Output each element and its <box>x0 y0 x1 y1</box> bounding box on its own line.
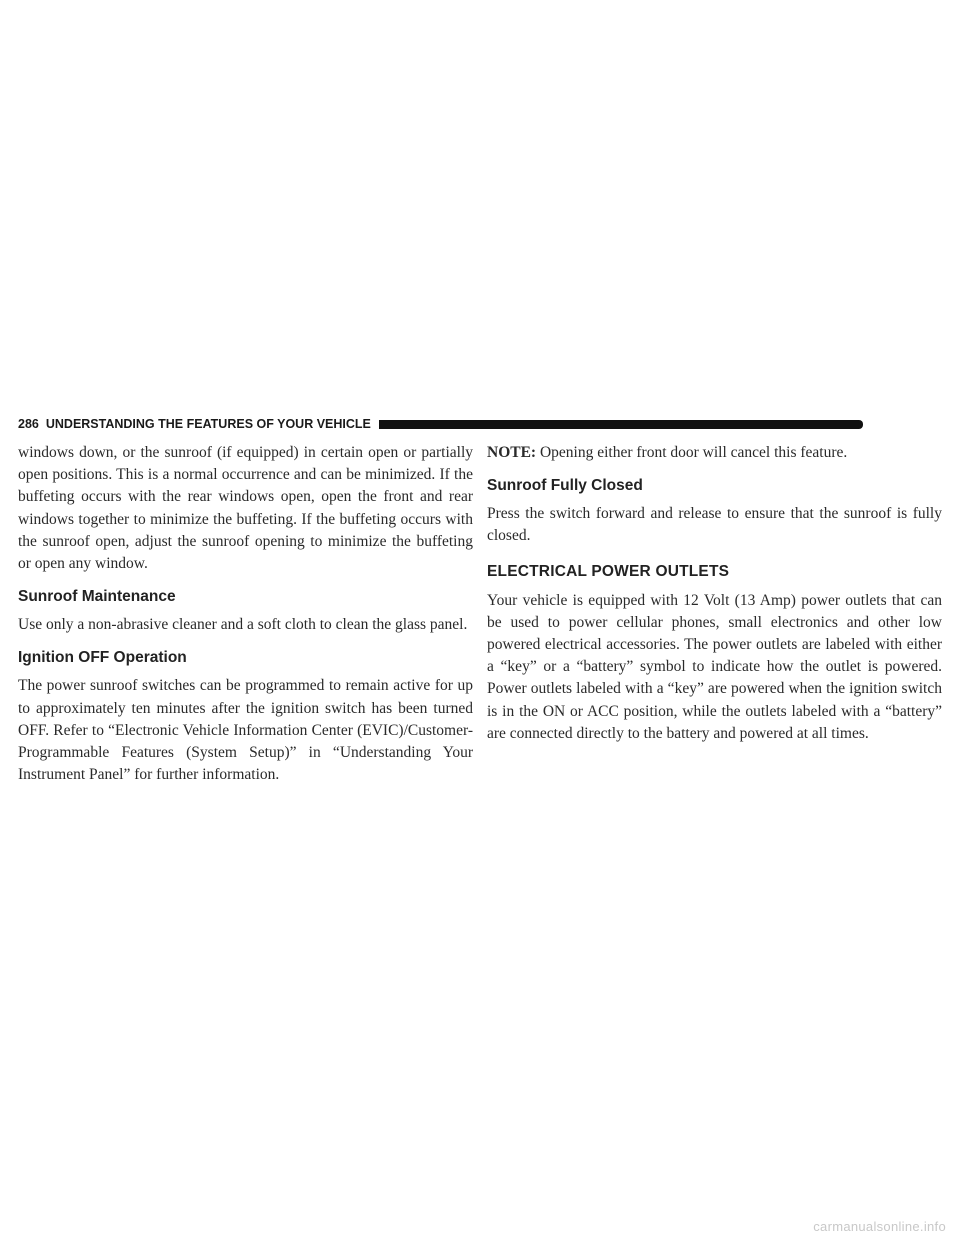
sunroof-fully-closed-body: Press the switch forward and release to ensure that the sunroof is fully closed. <box>487 505 942 545</box>
note-paragraph <box>487 442 942 464</box>
page-number: 286 <box>18 417 39 431</box>
intro-paragraph: windows down, or the sunroof (if equipped) in certain open or partially open positions. This is a normal occurrence and can be minimized. If the buffeting occurs with the rear windows open, open the front and rear windows together to minimize the buffeting. If the buffeting occurs with the sunroof open, adjust the sunroof opening to minimize the buffeting or open any window. <box>18 444 473 573</box>
section-title: UNDERSTANDING THE FEATURES OF YOUR VEHICLE <box>45 417 371 431</box>
header-rule <box>379 420 863 429</box>
watermark-link[interactable]: carmanualsonline.info <box>813 1219 946 1234</box>
sunroof-maintenance-heading: Sunroof Maintenance <box>18 588 176 606</box>
left-column <box>18 442 473 786</box>
sunroof-maintenance-body: Use only a non-abrasive cleaner and a soft cloth to clean the glass panel. <box>18 616 468 634</box>
page-header <box>18 415 863 433</box>
ignition-off-heading: Ignition OFF Operation <box>18 649 187 667</box>
sunroof-fully-closed-heading: Sunroof Fully Closed <box>487 477 643 495</box>
right-column <box>487 442 942 745</box>
note-text: Opening either front door will cancel this feature. <box>536 444 848 461</box>
note-label: NOTE: <box>487 444 537 461</box>
electrical-power-outlets-heading: ELECTRICAL POWER OUTLETS <box>487 562 730 580</box>
electrical-power-outlets-body: Your vehicle is equipped with 12 Volt (13 Amp) power outlets that can be used to power cellular phones, small electronics and other low powered electrical accessories. The power outlets are labeled with either a “key” or a “battery” symbol to indicate how the outlet is powered. Power outlets labeled with a “key” are powered when the ignition switch is in the ON or ACC position, while the outlets labeled with a “battery” are connected directly to the battery and powered at all times. <box>487 591 942 742</box>
ignition-off-body: The power sunroof switches can be programmed to remain active for up to approximately ten minutes after the ignition switch has been turned OFF. Refer to “Electronic Vehicle Information Center (EVIC)/Customer-Programmable Features (System Setup)” in “Understanding Your Instrument Panel” for further information. <box>18 677 473 784</box>
